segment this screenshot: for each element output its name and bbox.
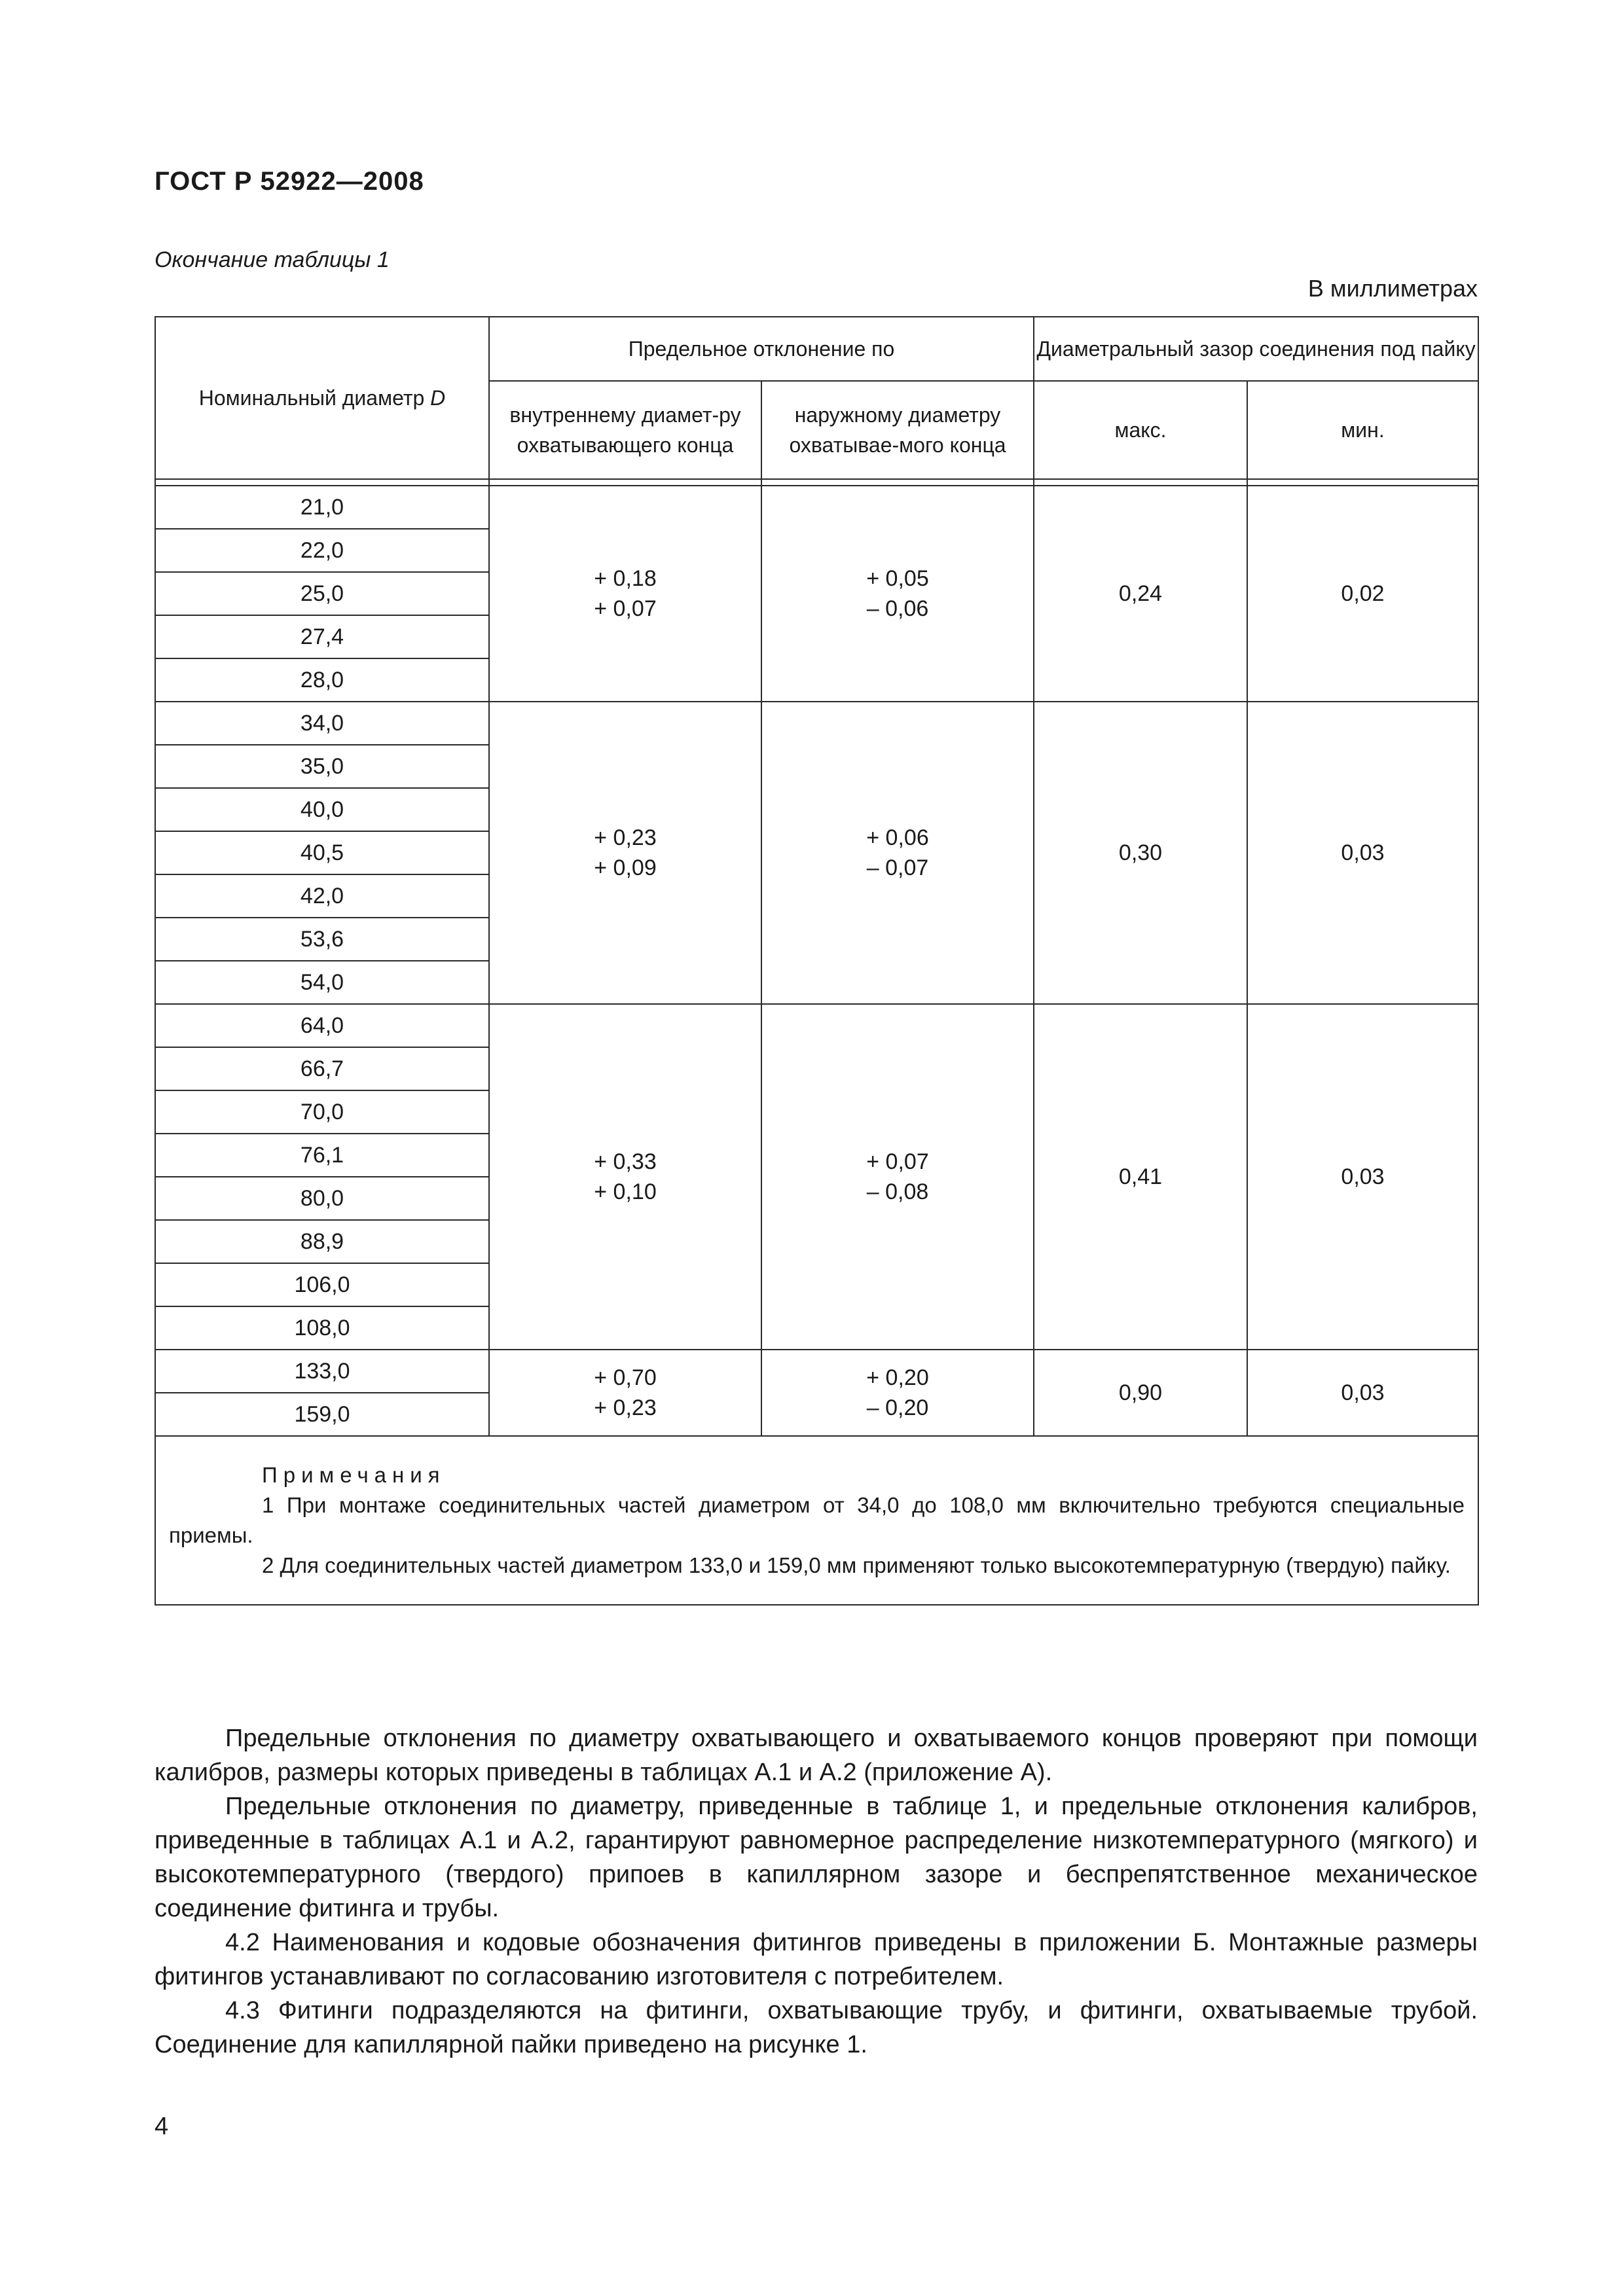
nominal-diameter-cell: 42,0 (155, 874, 489, 918)
outer-upper: + 0,07 (866, 1149, 929, 1174)
nominal-diameter-cell: 70,0 (155, 1090, 489, 1134)
outer-deviation-cell (761, 1004, 1034, 1350)
inner-lower: + 0,23 (594, 1395, 657, 1420)
inner-lower: + 0,07 (594, 596, 657, 621)
document-header: ГОСТ Р 52922—2008 (155, 167, 424, 196)
nominal-diameter-cell: 53,6 (155, 918, 489, 961)
table-caption: Окончание таблицы 1 (155, 247, 390, 272)
header-gap-min: мин. (1247, 381, 1478, 479)
header-gap-group: Диаметральный зазор соединения под пайку (1034, 317, 1478, 381)
inner-deviation-cell (489, 1004, 761, 1350)
nominal-diameter-cell: 159,0 (155, 1393, 489, 1436)
inner-upper: + 0,23 (594, 825, 657, 850)
header-inner-diameter: внутреннему диамет-ру охватывающего конца (489, 381, 761, 479)
gap-max-cell: 0,24 (1034, 486, 1247, 702)
deviation-table (155, 316, 1479, 1605)
nominal-diameter-cell: 28,0 (155, 658, 489, 702)
inner-lower: + 0,09 (594, 855, 657, 880)
nominal-diameter-cell: 21,0 (155, 486, 489, 529)
nominal-diameter-cell: 35,0 (155, 745, 489, 788)
nominal-diameter-cell: 106,0 (155, 1263, 489, 1306)
page-number: 4 (155, 2113, 169, 2140)
nominal-diameter-cell: 64,0 (155, 1004, 489, 1047)
units-label: В миллиметрах (1307, 275, 1478, 302)
note-1: 1 При монтаже соединительных частей диаметром от 34,0 до 108,0 мм включительно требуются специальные приемы. (169, 1493, 1465, 1547)
gap-min-cell: 0,03 (1247, 1004, 1478, 1350)
outer-upper: + 0,06 (866, 825, 929, 850)
nominal-diameter-cell: 76,1 (155, 1134, 489, 1177)
inner-deviation-cell (489, 1350, 761, 1436)
header-nominal-label: Номинальный диаметр (198, 386, 425, 410)
inner-deviation-cell (489, 702, 761, 1004)
inner-lower: + 0,10 (594, 1179, 657, 1204)
paragraph: Предельные отклонения по диаметру, приведенные в таблице 1, и предельные отклонения калибров, приведенные в таблицах А.1 и А.2, гарантируют равномерное распределение низкотемпературного (мягкого) и высокотемпературного (твердого) припоев в капиллярном зазоре и беспрепятственное механическое соединение фитинга и трубы. (155, 1793, 1478, 1922)
outer-lower: – 0,20 (866, 1395, 929, 1420)
paragraph: Предельные отклонения по диаметру охватывающего и охватываемого концов проверяют при помощи калибров, размеры которых приведены в таблицах А.1 и А.2 (приложение А). (155, 1725, 1478, 1786)
gap-max-cell: 0,30 (1034, 702, 1247, 1004)
nominal-diameter-cell: 40,0 (155, 788, 489, 831)
nominal-diameter-cell: 34,0 (155, 702, 489, 745)
outer-lower: – 0,06 (866, 596, 929, 621)
note-2: 2 Для соединительных частей диаметром 133,0 и 159,0 мм применяют только высокотемпературную (твердую) пайку. (262, 1553, 1451, 1577)
table-row (155, 702, 1478, 745)
gap-min-cell: 0,02 (1247, 486, 1478, 702)
outer-upper: + 0,20 (866, 1365, 929, 1390)
outer-deviation-cell (761, 702, 1034, 1004)
nominal-diameter-cell: 40,5 (155, 831, 489, 874)
body-text (155, 1721, 1478, 2062)
notes-title: Примечания (262, 1463, 446, 1487)
header-separator (155, 479, 1478, 486)
header-deviation-group: Предельное отклонение по (489, 317, 1034, 381)
gap-max-cell: 0,41 (1034, 1004, 1247, 1350)
inner-upper: + 0,18 (594, 566, 657, 591)
nominal-diameter-cell: 88,9 (155, 1220, 489, 1263)
inner-upper: + 0,70 (594, 1365, 657, 1390)
header-nominal-var: D (430, 386, 446, 410)
table-row (155, 1350, 1478, 1393)
nominal-diameter-cell: 66,7 (155, 1047, 489, 1090)
nominal-diameter-cell: 108,0 (155, 1306, 489, 1350)
nominal-diameter-cell: 80,0 (155, 1177, 489, 1220)
notes-cell (155, 1436, 1478, 1605)
inner-upper: + 0,33 (594, 1149, 657, 1174)
table-row (155, 1004, 1478, 1047)
inner-deviation-cell (489, 486, 761, 702)
nominal-diameter-cell: 133,0 (155, 1350, 489, 1393)
gap-max-cell: 0,90 (1034, 1350, 1247, 1436)
paragraph: 4.3 Фитинги подразделяются на фитинги, охватывающие трубу, и фитинги, охватываемые трубой. Соединение для капиллярной пайки приведено на рисунке 1. (155, 1997, 1478, 2058)
header-outer-diameter: наружному диаметру охватывае-мого конца (761, 381, 1034, 479)
nominal-diameter-cell: 22,0 (155, 529, 489, 572)
outer-lower: – 0,07 (866, 855, 929, 880)
outer-deviation-cell (761, 1350, 1034, 1436)
header-nominal-diameter (155, 317, 489, 479)
nominal-diameter-cell: 27,4 (155, 615, 489, 658)
header-gap-max: макс. (1034, 381, 1247, 479)
gap-min-cell: 0,03 (1247, 702, 1478, 1004)
paragraph: 4.2 Наименования и кодовые обозначения фитингов приведены в приложении Б. Монтажные размеры фитингов устанавливают по согласованию изготовителя с потребителем. (155, 1929, 1478, 1990)
table-row (155, 486, 1478, 529)
nominal-diameter-cell: 25,0 (155, 572, 489, 615)
nominal-diameter-cell: 54,0 (155, 961, 489, 1004)
gap-min-cell: 0,03 (1247, 1350, 1478, 1436)
outer-upper: + 0,05 (866, 566, 929, 591)
outer-lower: – 0,08 (866, 1179, 929, 1204)
notes-row (155, 1436, 1478, 1605)
outer-deviation-cell (761, 486, 1034, 702)
